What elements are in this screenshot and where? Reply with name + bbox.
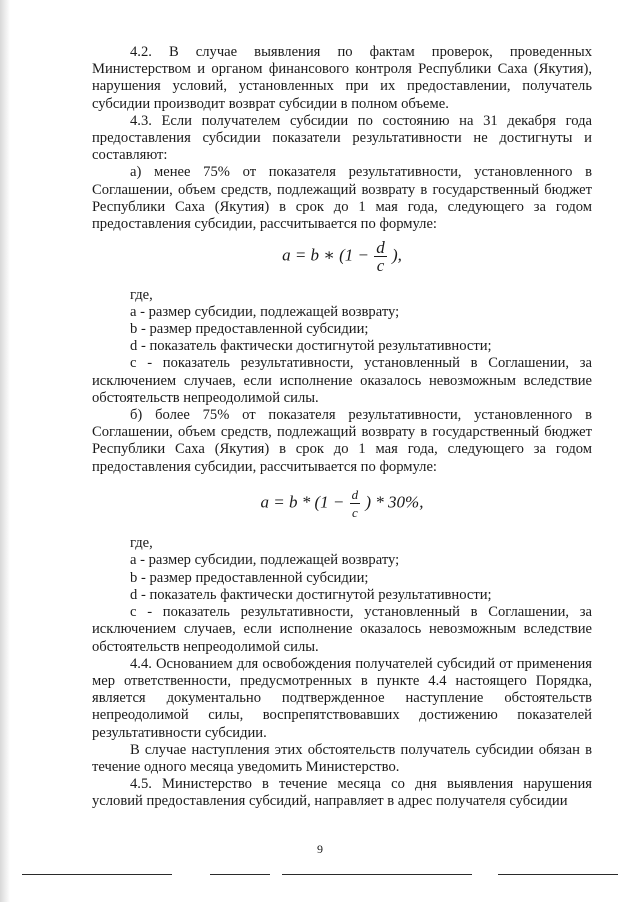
page-number: 9 xyxy=(317,842,323,856)
body-text xyxy=(92,44,592,811)
footer-rule-2 xyxy=(210,874,270,875)
formula-2-lhs: a = b * (1 − xyxy=(260,492,345,512)
paragraph-4-4: 4.4. Основанием для освобождения получателей субсидий от применения мер ответственности, предусмотренных в пункте 4.4 настоящего Порядка, является документально подтвержденное наступление обстоятельств непреодолимой силы, воспрепятствовавших достижению показателей результативности субсидии. xyxy=(92,655,592,741)
paragraph-b: б) более 75% от показателя результативности, установленного в Соглашении, объем средств, подлежащий возврату в государственный бюджет Республики Саха (Якутия) в срок до 1 мая года, следующего за годом предоставления субсидии, рассчитывается по формуле: xyxy=(92,407,592,475)
definition-c-2: с - показатель результативности, установленный в Соглашении, за исключением случаев, если исполнение оказалось невозможным вследствие обстоятельств непреодолимой силы. xyxy=(92,604,592,655)
where-label-1: где, xyxy=(130,286,153,303)
paragraph-4-2: 4.2. В случае выявления по фактам проверок, проведенных Министерством и органом финансового контроля Республики Саха (Якутия), нарушения условий, установленных при их предоставлении, получатель субсидии производит возврат субсидии в полном объеме. xyxy=(92,44,592,112)
paragraph-4-4-notice: В случае наступления этих обстоятельств получатель субсидии обязан в течение одного месяца уведомить Министерство. xyxy=(92,741,592,775)
formula-1-denominator: c xyxy=(374,256,387,274)
formula-1 xyxy=(92,239,592,274)
scan-edge-shadow xyxy=(0,0,10,902)
definition-a-2: a - размер субсидии, подлежащей возврату; xyxy=(130,552,400,569)
footer-rule-3 xyxy=(282,874,472,875)
paragraph-4-3: 4.3. Если получателем субсидии по состоянию на 31 декабря года предоставления субсидии показатели результативности не достигнуты и составляют: xyxy=(92,112,592,164)
formula-2 xyxy=(92,486,592,521)
footer-rule-4 xyxy=(498,874,618,875)
definition-a-1: а - размер субсидии, подлежащей возврату; xyxy=(130,303,400,320)
formula-1-lhs: a = b ∗ (1 − xyxy=(282,245,369,265)
paragraph-4-5: 4.5. Министерство в течение месяца со дня выявления нарушения условий предоставления субсидий, направляет в адрес получателя субсидии xyxy=(92,776,592,810)
paragraph-a: а) менее 75% от показателя результативности, установленного в Соглашении, объем средств, подлежащий возврату в государственный бюджет Республики Саха (Якутия) в срок до 1 мая года, следующего за годом предоставления субсидии, рассчитывается по формуле: xyxy=(92,164,592,233)
formula-2-denominator: c xyxy=(350,503,361,521)
definition-b-1: b - размер предоставленной субсидии; xyxy=(130,321,369,338)
where-label-2: где, xyxy=(130,535,153,552)
formula-1-numerator: d xyxy=(376,238,385,258)
formula-2-rhs: ) * 30%, xyxy=(365,492,424,512)
formula-2-fraction xyxy=(350,486,361,521)
definition-c-1: с - показатель результативности, установленный в Соглашении, за исключением случаев, если исполнение оказалось невозможным вследствие обстоятельств непреодолимой силы. xyxy=(92,355,592,406)
formula-1-rhs: ), xyxy=(392,245,402,265)
definition-d-2: d - показатель фактически достигнутой результативности; xyxy=(130,586,492,603)
definition-b-2: b - размер предоставленной субсидии; xyxy=(130,569,369,586)
formula-2-numerator: d xyxy=(351,486,359,502)
footer-rule-1 xyxy=(22,874,172,875)
definition-d-1: d - показатель фактически достигнутой результативности; xyxy=(130,338,492,355)
formula-1-fraction xyxy=(374,239,387,274)
